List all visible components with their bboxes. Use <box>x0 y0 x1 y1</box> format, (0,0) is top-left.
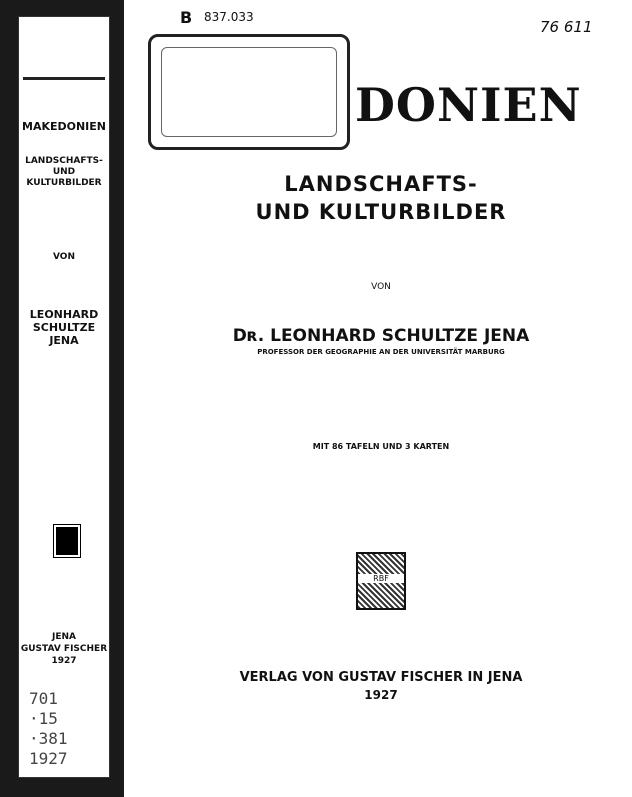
spine-subtitle-1: LANDSCHAFTS- <box>25 156 103 166</box>
call-number-4: 1927 <box>29 749 68 768</box>
author-affiliation: PROFESSOR DER GEOGRAPHIE AN DER UNIVERSITÄT MARBURG <box>257 348 505 356</box>
publisher-logo <box>356 552 406 610</box>
spine-author-2: SCHULTZE <box>32 321 96 334</box>
spine-rule <box>23 77 105 80</box>
subtitle-line-2: UND KULTURBILDER <box>255 200 507 224</box>
spine-title: MAKEDONIEN <box>22 120 106 133</box>
spine-von: VON <box>53 252 75 262</box>
spine-year: 1927 <box>51 656 77 666</box>
plates-note: MIT 86 TAFELN UND 3 KARTEN <box>312 442 450 451</box>
library-number: 837.033 <box>204 10 254 24</box>
subtitle-line-1: LANDSCHAFTS- <box>284 172 478 196</box>
blank-frame <box>148 34 350 150</box>
spine-label <box>18 16 110 778</box>
logo-monogram: RBF <box>358 574 404 583</box>
spine-subtitle-2: UND <box>52 167 76 177</box>
author-name: Dʀ. LEONHARD SCHULTZE JENA <box>232 326 530 346</box>
spine-place: JENA <box>52 632 76 642</box>
call-number-2: ·15 <box>29 709 58 728</box>
spine-author-1: LEONHARD <box>29 308 99 321</box>
spine-publisher: GUSTAV FISCHER <box>20 644 108 654</box>
book-spine <box>0 0 124 797</box>
spine-subtitle-3: KULTURBILDER <box>26 178 102 188</box>
library-mark: B <box>180 8 193 27</box>
title-main: DONIEN <box>355 78 582 132</box>
von-text: VON <box>371 282 391 292</box>
spine-author-3: JENA <box>49 334 79 347</box>
call-number-3: ·381 <box>29 729 68 748</box>
spine-emblem <box>54 525 80 557</box>
publication-year: 1927 <box>364 688 398 702</box>
publisher-line: VERLAG VON GUSTAV FISCHER IN JENA <box>239 670 523 685</box>
handwritten-note: 76 611 <box>540 18 593 36</box>
call-number-1: 701 <box>29 689 58 708</box>
